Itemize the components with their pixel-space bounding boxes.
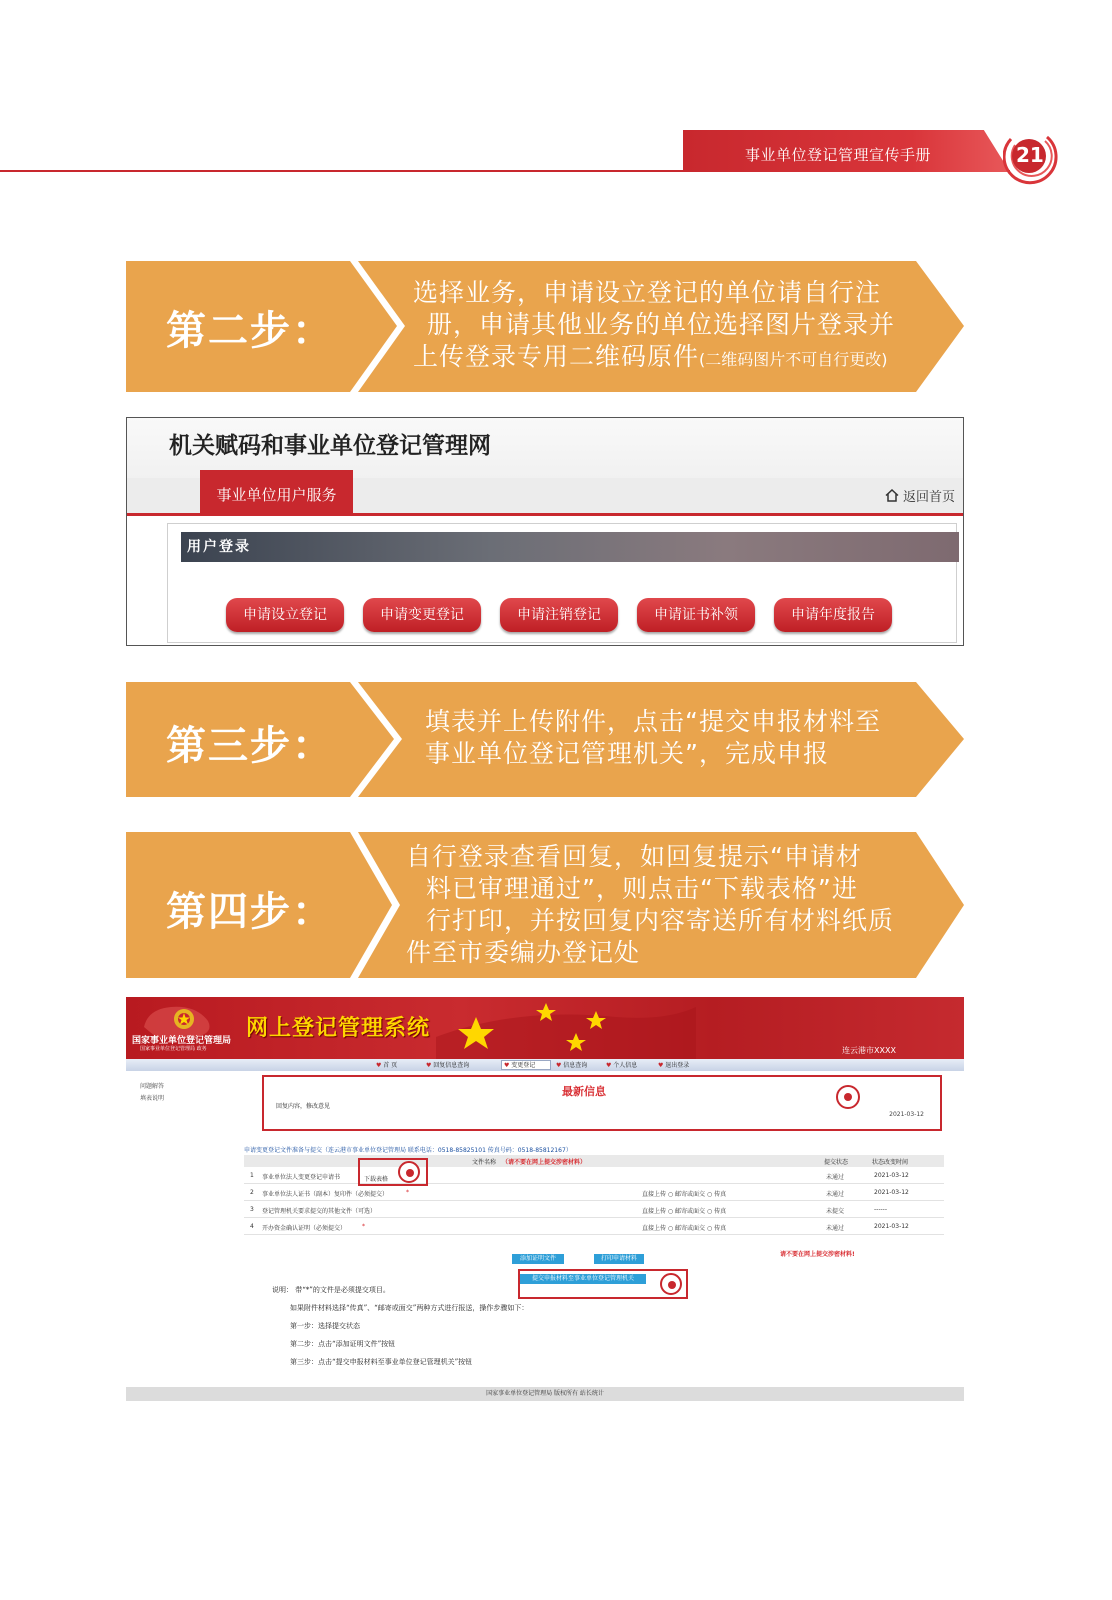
step2-line: 册，申请其他业务的单位选择图片登录并 — [427, 310, 896, 339]
portal-site-title: 机关赋码和事业单位登记管理网 — [169, 433, 491, 459]
nav-home[interactable]: ♥ 首 页 — [376, 1060, 397, 1069]
flag-stars-decoration — [436, 997, 696, 1059]
nav-info-query[interactable]: ♥ 信息查询 — [556, 1060, 587, 1069]
highlight-marker-icon — [398, 1161, 420, 1183]
table-row: 2 事业单位法人证书（副本）复印件（必须提交） * 直接上传 ○ 邮寄或面交 ○ 传真 未通过 2021-03-12 — [244, 1184, 944, 1201]
upload-options[interactable]: 直接上传 ○ 邮寄或面交 ○ 传真 — [642, 1191, 727, 1198]
note-line: 第二步：点击“添加证明文件”按钮 — [290, 1340, 396, 1348]
step2-text — [413, 277, 895, 376]
step2-line: 选择业务，申请设立登记的单位请自行注 — [413, 278, 882, 307]
apply-change-button[interactable]: 申请变更登记 — [363, 598, 481, 632]
latest-news-title: 最新信息 — [562, 1085, 606, 1098]
side-link-faq[interactable]: 问题解答 — [140, 1083, 165, 1090]
note-line: 说明： 带“*”的文件是必须提交项目。 — [272, 1286, 390, 1294]
highlight-marker-icon — [660, 1273, 682, 1295]
add-file-button[interactable]: 添加证明文件 — [512, 1254, 564, 1264]
nav-logout[interactable]: ♥ 退出登录 — [658, 1060, 689, 1069]
step4-line: 自行登录查看回复，如回复提示“申请材 — [406, 842, 862, 871]
download-form-highlight[interactable] — [358, 1158, 428, 1186]
table-row: 3 登记管理机关要求提交的其他文件（可选） 直接上传 ○ 邮寄或面交 ○ 传真 未提交 ------ — [244, 1201, 944, 1218]
apply-annual-report-button[interactable]: 申请年度报告 — [774, 598, 892, 632]
note-line: 如果附件材料选择“传真”、“邮寄或面交”两种方式进行报送，操作步骤如下： — [290, 1304, 529, 1312]
print-materials-button[interactable]: 打印申请材料 — [594, 1254, 644, 1264]
page-number: 21 — [1016, 143, 1044, 167]
header-time: 状态改变时间 — [872, 1159, 909, 1166]
header-file-name: 文件名称 — [472, 1159, 497, 1166]
step3-text — [425, 706, 881, 770]
step3-line: 填表并上传附件，点击“提交申报材料至 — [425, 707, 881, 736]
portal-screenshot — [126, 417, 964, 646]
system-title: 网上登记管理系统 — [246, 1016, 431, 1041]
header-status: 提交状态 — [824, 1159, 849, 1166]
home-link-label: 返回首页 — [902, 490, 955, 505]
latest-news-box — [262, 1075, 942, 1131]
step4-text — [406, 841, 894, 969]
table-header — [244, 1155, 944, 1167]
highlight-marker-icon — [836, 1085, 860, 1109]
step2-note: (二维码图片不可自行更改) — [699, 350, 888, 369]
apply-establish-button[interactable]: 申请设立登记 — [226, 598, 344, 632]
login-panel — [167, 523, 957, 643]
upload-options[interactable]: 直接上传 ○ 邮寄或面交 ○ 传真 — [642, 1208, 727, 1215]
security-warning: 请不要在网上提交涉密材料! — [780, 1251, 855, 1258]
system-logo-subtext: 国家事业单位登记管理局 政务 — [140, 1046, 207, 1052]
step4-line: 料已审理通过”，则点击“下载表格”进 — [426, 874, 858, 903]
step4-line: 行打印，并按回复内容寄送所有材料纸质 — [426, 906, 895, 935]
step2-label: 第二步： — [166, 308, 334, 354]
nav-change-registration[interactable]: ♥ 变更登记 — [504, 1060, 535, 1069]
system-screenshot — [126, 997, 964, 1401]
step3-line: 事业单位登记管理机关”，完成申报 — [425, 739, 829, 768]
tab-user-service[interactable]: 事业单位用户服务 — [200, 470, 353, 516]
home-link[interactable] — [885, 486, 955, 505]
table-row: 4 开办资金确认证明（必须提交） * 直接上传 ○ 邮寄或面交 ○ 传真 未通过 2021-03-12 — [244, 1218, 944, 1235]
home-icon — [885, 489, 899, 502]
login-header: 用户登录 — [181, 532, 959, 562]
nav-reply-query[interactable]: ♥ 回复信息查询 — [426, 1060, 469, 1069]
page-number-badge — [1003, 131, 1063, 189]
submit-highlight — [518, 1269, 688, 1299]
note-line: 第三步：点击“提交申报材料至事业单位登记管理机关”按钮 — [290, 1358, 473, 1366]
download-form-link[interactable]: 下载表格 — [364, 1176, 389, 1183]
system-logo-text: 国家事业单位登记管理局 — [132, 1036, 232, 1046]
apply-certificate-button[interactable]: 申请证书补领 — [637, 598, 755, 632]
manual-title: 事业单位登记管理宣传手册 — [745, 146, 932, 164]
latest-news-date: 2021-03-12 — [889, 1111, 924, 1118]
system-footer: 国家事业单位登记管理局 版权所有 站长统计 — [126, 1387, 964, 1401]
nav-personal-info[interactable]: ♥ 个人信息 — [606, 1060, 637, 1069]
step4-line: 件至市委编办登记处 — [406, 938, 641, 967]
header-file-name-note: （请不要在网上提交涉密材料） — [502, 1159, 587, 1166]
apply-cancel-button[interactable]: 申请注销登记 — [500, 598, 618, 632]
portal-topbar — [127, 418, 963, 478]
upload-options[interactable]: 直接上传 ○ 邮寄或面交 ○ 传真 — [642, 1225, 727, 1232]
step3-banner — [126, 682, 964, 797]
latest-news-body: 回复内容，修改意见 — [276, 1103, 331, 1110]
step3-label: 第三步： — [166, 723, 334, 769]
system-banner — [126, 997, 964, 1059]
table-row: 1 事业单位法人变更登记申请书 未通过 2021-03-12 — [244, 1167, 944, 1184]
section-subheading: 申请变更登记文件准备与提交（连云港市事业单位登记管理局 联系电话：0518-85825101 传真号码：0518-85812167） — [244, 1147, 572, 1154]
system-city: 连云港市XXXX — [842, 1046, 896, 1055]
note-line: 第一步：选择提交状态 — [290, 1322, 360, 1330]
step4-banner — [126, 832, 964, 978]
step2-line: 上传登录专用二维码原件(二维码图片不可自行更改) — [413, 342, 888, 371]
step2-banner — [126, 261, 964, 392]
side-link-guide[interactable]: 填表说明 — [140, 1095, 165, 1102]
submit-materials-button[interactable]: 提交申报材料至事业单位登记管理机关 — [520, 1274, 646, 1284]
step4-label: 第四步： — [166, 889, 334, 935]
